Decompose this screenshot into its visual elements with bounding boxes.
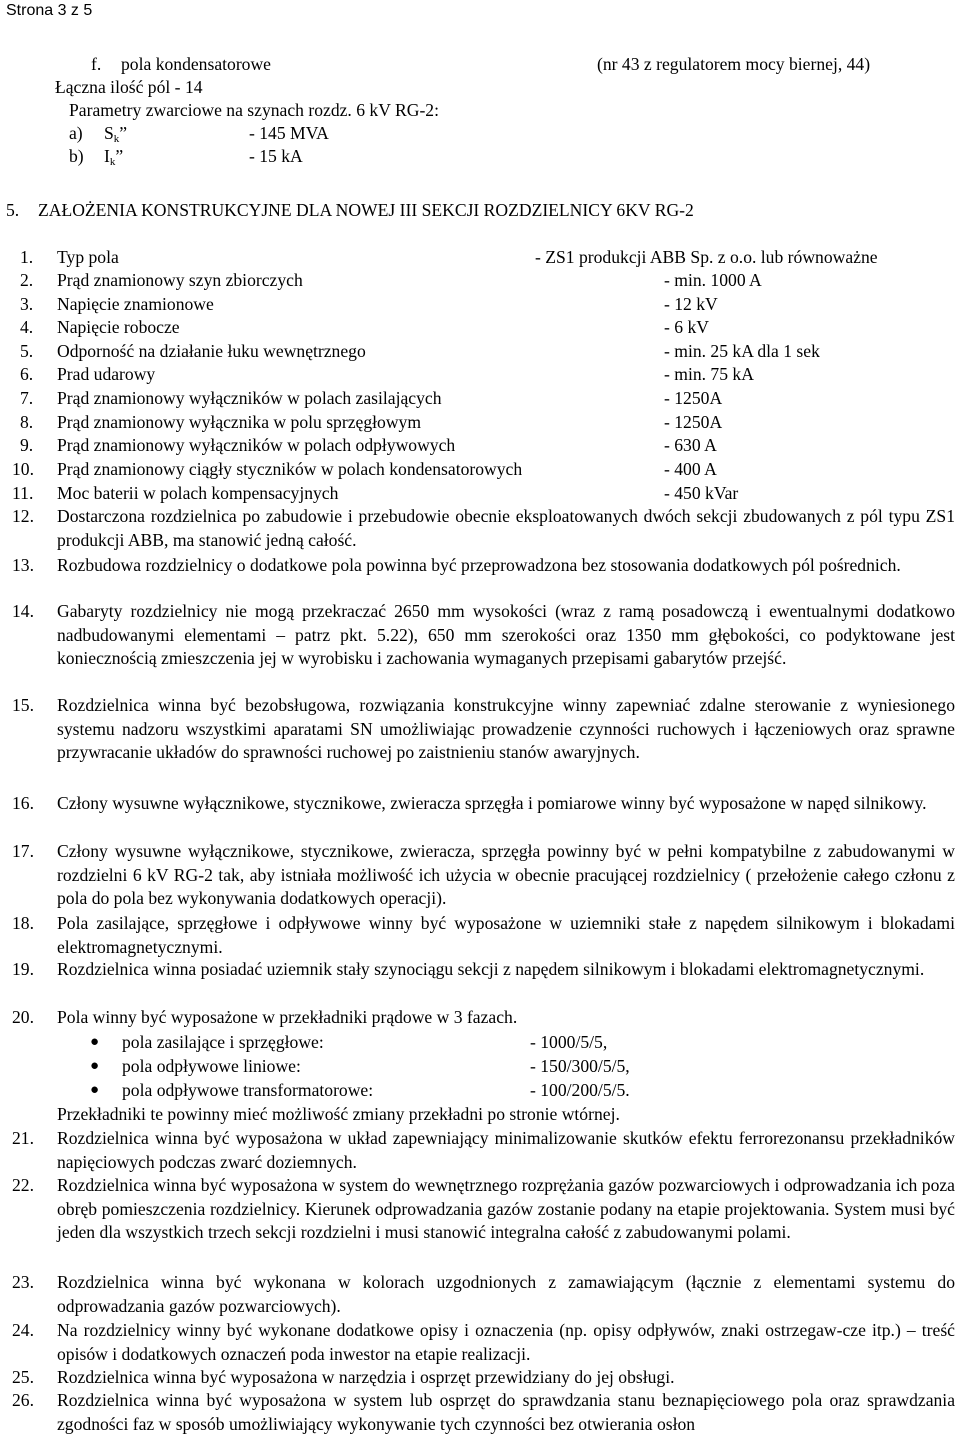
page-header: Strona 3 z 5 xyxy=(6,2,93,19)
requirement-number: 13. xyxy=(12,555,34,575)
param-label: a) xyxy=(69,123,83,143)
requirement-text: Człony wysuwne wyłącznikowe, stycznikowe, zwieracza, sprzęgła powinny być w pełni kompatybilne z zabudowanymi w rozdzielni 6 kV RG-2 tak, aby istniała możliwość ich użycia w obecnie pracującej rozdzielnicy ( przełożenie całego członu z pola do pola bez wykonywania dodatkowych operacji). xyxy=(57,841,955,909)
bullet-label: pola zasilające i sprzęgłowe: xyxy=(122,1032,324,1052)
requirement-text: Pola winny być wyposażone w przekładniki prądowe w 3 fazach. xyxy=(57,1007,518,1027)
spec-item-label: Napięcie znamionowe xyxy=(57,294,214,314)
param-symbol: $S_k$” xyxy=(104,123,128,145)
requirement-text: Rozdzielnica winna być bezobsługowa, rozwiązania konstrukcyjne winny zapewniać zdalne sterowanie z wyniesionego systemu nadzoru wszystkimi aparatami SN umożliwiając prowadzenie czynności ruchowych i łączeniowych oraz sprawne przywracanie układów do sprawności ruchowej po zaistnieniu stanów awaryjnych. xyxy=(57,695,955,763)
spec-item-value: - min. 25 kA dla 1 sek xyxy=(664,341,820,361)
requirement-number: 12. xyxy=(12,506,34,526)
requirement-number: 17. xyxy=(12,841,34,861)
spec-item-label: Prąd znamionowy szyn zbiorczych xyxy=(57,270,303,290)
spec-item-number: 2. xyxy=(20,270,34,290)
requirement-number: 20. xyxy=(12,1007,34,1027)
spec-item-label: Napięcie robocze xyxy=(57,317,180,337)
spec-item-number: 7. xyxy=(20,388,34,408)
spec-item-label: Moc baterii w polach kompensacyjnych xyxy=(57,483,339,503)
section-number: 5. xyxy=(6,200,20,220)
bullet-label: pola odpływowe liniowe: xyxy=(122,1056,301,1076)
bullet-value: - 1000/5/5, xyxy=(530,1032,608,1052)
param-value: - 15 kA xyxy=(249,146,303,166)
bullet-dot-icon: ● xyxy=(90,1034,100,1050)
requirement-text: Rozdzielnica winna być wyposażona w narzędzia i osprzęt przewidziany do jej obsługi. xyxy=(57,1367,675,1387)
spec-item-number: 4. xyxy=(20,317,34,337)
spec-item-label: Prąd znamionowy ciągły styczników w polach kondensatorowych xyxy=(57,459,523,479)
spec-item-value: - 6 kV xyxy=(664,317,709,337)
param-value: - 145 MVA xyxy=(249,123,329,143)
bullet-value: - 150/300/5/5, xyxy=(530,1056,630,1076)
spec-item-label: Prad udarowy xyxy=(57,364,156,384)
requirement-number: 19. xyxy=(12,959,34,979)
requirement-number: 21. xyxy=(12,1128,34,1148)
section-title: ZAŁOŻENIA KONSTRUKCYJNE DLA NOWEJ III SEKCJI ROZDZIELNICY 6KV RG-2 xyxy=(38,200,694,220)
spec-item-number: 11. xyxy=(12,483,34,503)
requirement-text: Rozdzielnica winna być wyposażona w układ zapewniający minimalizowanie skutków efektu ferrorezonansu przekładników napięciowych podczas zwarć doziemnych. xyxy=(57,1128,955,1172)
bullet-value: - 100/200/5/5. xyxy=(530,1080,630,1100)
spec-item-number: 1. xyxy=(20,247,34,267)
requirement-number: 24. xyxy=(12,1320,34,1340)
spec-item-value: - 400 A xyxy=(664,459,717,479)
param-symbol: $I_k$” xyxy=(104,146,124,168)
spec-item-label: Odporność na działanie łuku wewnętrznego xyxy=(57,341,366,361)
bullet-dot-icon: ● xyxy=(90,1058,100,1074)
spec-item-number: 8. xyxy=(20,412,34,432)
bullet-note: Przekładniki te powinny mieć możliwość zmiany przekładni po stronie wtórnej. xyxy=(57,1104,620,1124)
spec-item-value: - 450 kVar xyxy=(664,483,739,503)
spec-item-value: - 630 A xyxy=(664,435,717,455)
requirement-text: Rozdzielnica winna być wyposażona w system lub osprzęt do sprawdzania stanu beznapięciowego pola oraz sprawdzania zgodności faz w sposób umożliwiający wykonywanie tych czynności bez otwierania osłon xyxy=(57,1390,955,1434)
bullet-label: pola odpływowe transformatorowe: xyxy=(122,1080,374,1100)
fields-count-line: Łączna ilość pól - 14 xyxy=(55,77,203,97)
spec-item-number: 9. xyxy=(20,435,34,455)
item-f-label: f. xyxy=(91,54,102,74)
requirement-number: 26. xyxy=(12,1390,34,1410)
spec-item-value: - 1250A xyxy=(664,388,723,408)
spec-item-value: - ZS1 produkcji ABB Sp. z o.o. lub równoważne xyxy=(535,247,878,267)
requirement-text: Rozdzielnica winna być wykonana w kolorach uzgodnionych z zamawiającym (łącznie z elementami systemu do odprowadzania gazów pozwarciowych). xyxy=(57,1272,955,1316)
spec-item-label: Prąd znamionowy wyłączników w polach odpływowych xyxy=(57,435,456,455)
spec-item-value: - 12 kV xyxy=(664,294,718,314)
requirement-number: 22. xyxy=(12,1175,34,1195)
requirement-number: 14. xyxy=(12,601,34,621)
requirement-number: 18. xyxy=(12,913,34,933)
requirement-text: Rozdzielnica winna posiadać uziemnik stały szynociągu sekcji z napędem silnikowym i blokadami elektromagnetycznymi. xyxy=(57,959,925,979)
requirement-number: 16. xyxy=(12,793,34,813)
requirement-text: Gabaryty rozdzielnicy nie mogą przekraczać 2650 mm wysokości (wraz z ramą posadowczą i ewentualnymi dodatkowo nadbudowanymi elementami – patrz pkt. 5.22), 650 mm szerokości oraz 1350 mm głębokości, co podyktowane jest koniecznością zmieszczenia jej w wyrobisku i zachowania wymaganych przepisami gabarytów przejść. xyxy=(57,601,955,669)
spec-item-label: Prąd znamionowy wyłącznika w polu sprzęgłowym xyxy=(57,412,422,432)
spec-item-number: 5. xyxy=(20,341,34,361)
requirement-text: Na rozdzielnicy winny być wykonane dodatkowe opisy i oznaczenia (np. opisy odpływów, znaki ostrzegaw-cze itp.) – treść opisów i dodatkowych oznaczeń poda inwestor na etapie realizacji. xyxy=(57,1320,955,1364)
requirement-text: Człony wysuwne wyłącznikowe, stycznikowe, zwieracza sprzęgła i pomiarowe winny być wyposażone w napęd silnikowy. xyxy=(57,793,927,813)
requirement-text: Dostarczona rozdzielnica po zabudowie i przebudowie obecnie eksploatowanych dwóch sekcji zbudowanych z pól typu ZS1 produkcji ABB, ma stanowić jedną całość. xyxy=(57,506,955,550)
requirement-number: 23. xyxy=(12,1272,34,1292)
requirement-number: 25. xyxy=(12,1367,34,1387)
requirement-text: Rozdzielnica winna być wyposażona w system do wewnętrznego rozprężania gazów pozwarciowych i odprowadzania ich poza obręb pomieszczenia rozdzielnicy. Kierunek odprowadzania gazów zostanie podany na etapie projektowania. System musi być jeden dla wszystkich trzech sekcji rozdzielni i musi stanowić integralna całość z zabudowanymi polami. xyxy=(57,1175,955,1243)
spec-item-value: - min. 1000 A xyxy=(664,270,762,290)
spec-item-number: 6. xyxy=(20,364,34,384)
item-f-text: pola kondensatorowe xyxy=(121,54,271,74)
spec-item-label: Typ pola xyxy=(57,247,119,267)
spec-item-label: Prąd znamionowy wyłączników w polach zasilających xyxy=(57,388,442,408)
param-label: b) xyxy=(69,146,84,166)
spec-item-value: - 1250A xyxy=(664,412,723,432)
short-circuit-title: Parametry zwarciowe na szynach rozdz. 6 kV RG-2: xyxy=(69,100,439,120)
spec-item-number: 10. xyxy=(12,459,34,479)
spec-item-value: - min. 75 kA xyxy=(664,364,754,384)
item-f-note: (nr 43 z regulatorem mocy biernej, 44) xyxy=(597,54,871,74)
spec-item-number: 3. xyxy=(20,294,34,314)
requirement-text: Rozbudowa rozdzielnicy o dodatkowe pola powinna być przeprowadzona bez stosowania dodatkowych pól pośrednich. xyxy=(57,555,901,575)
requirement-number: 15. xyxy=(12,695,34,715)
bullet-dot-icon: ● xyxy=(90,1082,100,1098)
requirement-text: Pola zasilające, sprzęgłowe i odpływowe winny być wyposażone w uziemniki stałe z napędem silnikowym i blokadami elektromagnetycznymi. xyxy=(57,913,955,957)
